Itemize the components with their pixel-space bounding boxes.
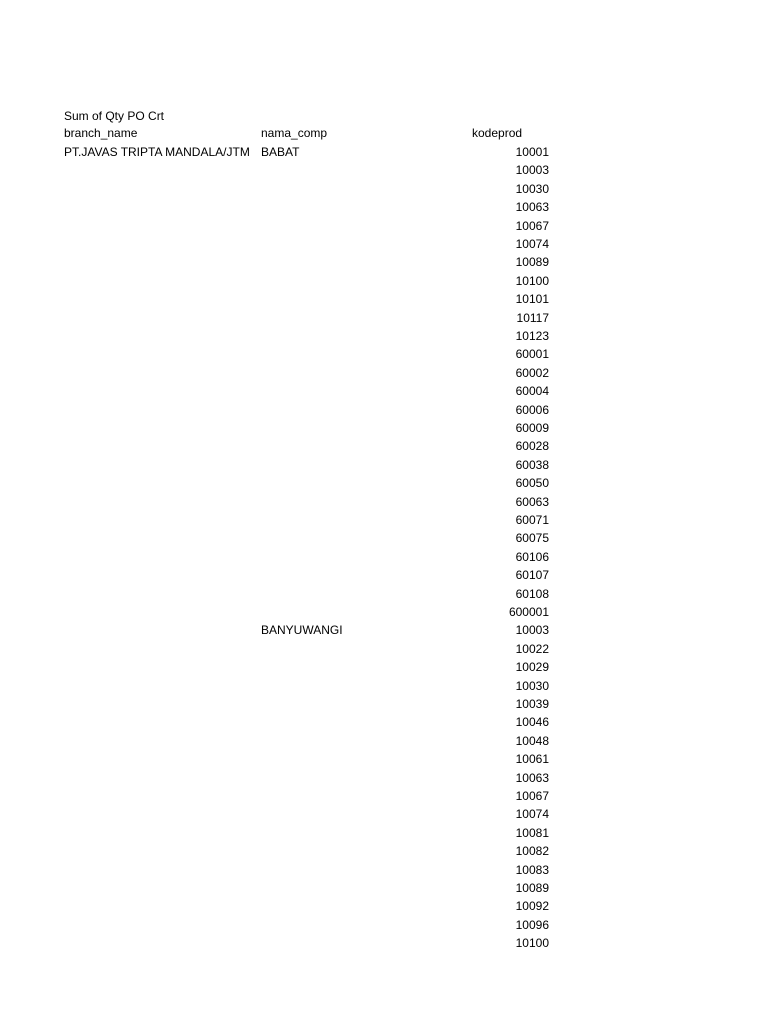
kodeprod-cell: 10101 bbox=[515, 292, 549, 306]
kodeprod-cell: 10100 bbox=[515, 936, 549, 950]
branch-name-cell: PT.JAVAS TRIPTA MANDALA/JTM bbox=[64, 145, 250, 159]
kodeprod-cell: 10022 bbox=[515, 642, 549, 656]
kodeprod-cell: 10096 bbox=[515, 918, 549, 932]
kodeprod-cell: 10030 bbox=[515, 182, 549, 196]
kodeprod-cell: 10074 bbox=[515, 807, 549, 821]
kodeprod-cell: 60038 bbox=[515, 458, 549, 472]
kodeprod-cell: 10030 bbox=[515, 679, 549, 693]
header-nama-comp: nama_comp bbox=[261, 126, 328, 140]
kodeprod-cell: 10081 bbox=[515, 826, 549, 840]
kodeprod-cell: 60050 bbox=[515, 476, 549, 490]
kodeprod-cell: 10117 bbox=[516, 311, 549, 325]
nama-comp-cell: BABAT bbox=[261, 145, 300, 159]
kodeprod-cell: 60001 bbox=[515, 347, 549, 361]
kodeprod-cell: 10074 bbox=[515, 237, 549, 251]
kodeprod-cell: 10092 bbox=[515, 899, 549, 913]
kodeprod-cell: 10061 bbox=[515, 752, 549, 766]
kodeprod-cell: 10123 bbox=[515, 329, 549, 343]
kodeprod-cell: 10003 bbox=[515, 623, 549, 637]
kodeprod-cell: 60002 bbox=[515, 366, 549, 380]
kodeprod-cell: 60028 bbox=[515, 439, 549, 453]
kodeprod-cell: 10083 bbox=[515, 863, 549, 877]
kodeprod-cell: 10029 bbox=[515, 660, 549, 674]
kodeprod-cell: 10100 bbox=[515, 274, 549, 288]
kodeprod-cell: 10039 bbox=[515, 697, 549, 711]
kodeprod-cell: 60009 bbox=[515, 421, 549, 435]
kodeprod-cell: 10063 bbox=[515, 200, 549, 214]
kodeprod-cell: 10082 bbox=[515, 844, 549, 858]
kodeprod-cell: 60107 bbox=[515, 568, 549, 582]
pivot-title: Sum of Qty PO Crt bbox=[64, 109, 165, 123]
nama-comp-cell: BANYUWANGI bbox=[261, 623, 343, 637]
kodeprod-cell: 10048 bbox=[515, 734, 549, 748]
kodeprod-cell: 60075 bbox=[515, 531, 549, 545]
kodeprod-cell: 10089 bbox=[515, 255, 549, 269]
header-kodeprod: kodeprod bbox=[472, 126, 523, 140]
kodeprod-cell: 10067 bbox=[515, 219, 549, 233]
kodeprod-cell: 60004 bbox=[515, 384, 549, 398]
kodeprod-cell: 60071 bbox=[515, 513, 549, 527]
kodeprod-cell: 10063 bbox=[515, 771, 549, 785]
kodeprod-cell: 10001 bbox=[515, 145, 549, 159]
kodeprod-cell: 60006 bbox=[515, 403, 549, 417]
kodeprod-cell: 60063 bbox=[515, 495, 549, 509]
kodeprod-cell: 10003 bbox=[515, 163, 549, 177]
kodeprod-cell: 60106 bbox=[515, 550, 549, 564]
kodeprod-cell: 10089 bbox=[515, 881, 549, 895]
kodeprod-cell: 600001 bbox=[508, 605, 549, 619]
kodeprod-cell: 60108 bbox=[515, 587, 549, 601]
header-branch-name: branch_name bbox=[64, 126, 138, 140]
kodeprod-cell: 10046 bbox=[515, 715, 549, 729]
kodeprod-cell: 10067 bbox=[515, 789, 549, 803]
